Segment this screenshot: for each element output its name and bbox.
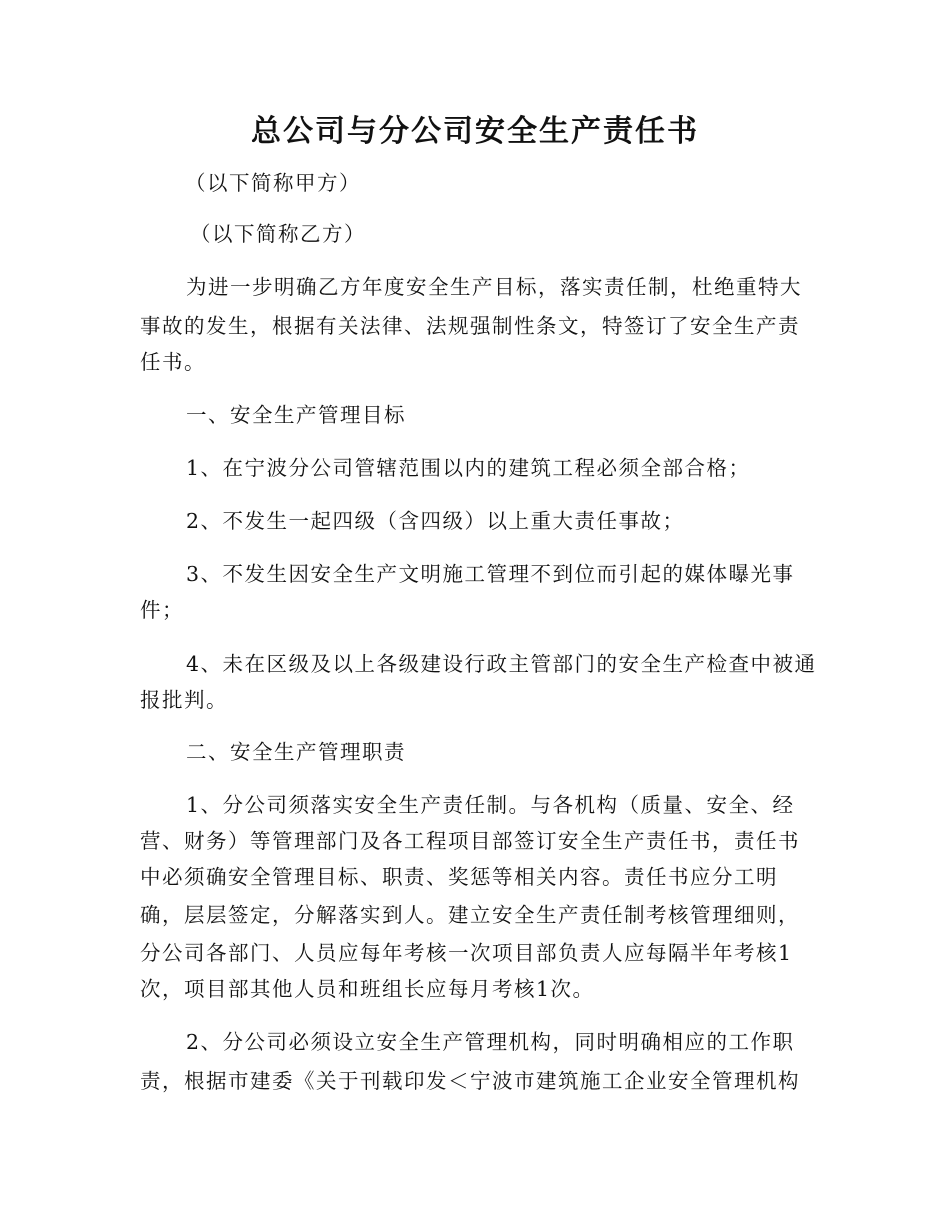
section2-item1-line-3: 中必须确安全管理目标、职责、奖惩等相关内容。责任书应分工明 xyxy=(140,865,778,889)
intro-line-2: 事故的发生，根据有关法律、法规强制性条文，特签订了安全生产责 xyxy=(140,314,800,338)
section2-item1-line-5: 分公司各部门、人员应每年考核一次项目部负责人应每隔半年考核1 xyxy=(140,941,793,965)
intro-line-1: 为进一步明确乙方年度安全生产目标，落实责任制，杜绝重特大 xyxy=(186,275,802,299)
section1-item3-line-2: 件； xyxy=(140,598,184,622)
section2-item1-line-1: 1、分公司须落实安全生产责任制。与各机构（质量、安全、经 xyxy=(186,793,795,817)
document-title: 总公司与分公司安全生产责任书 xyxy=(251,114,699,149)
section2-item2-line-1: 2、分公司必须设立安全生产管理机构，同时明确相应的工作职 xyxy=(186,1030,795,1054)
section2-item1-line-6: 次，项目部其他人员和班组长应每月考核1次。 xyxy=(140,977,595,1001)
section2-item2-line-2: 责，根据市建委《关于刊载印发＜宁波市建筑施工企业安全管理机构 xyxy=(140,1069,800,1093)
section1-item2-line-1: 2、不发生一起四级（含四级）以上重大责任事故； xyxy=(186,509,685,533)
section1-item3-line-1: 3、不发生因安全生产文明施工管理不到位而引起的媒体曝光事 xyxy=(186,562,795,586)
section1-item4-line-2: 报批判。 xyxy=(140,688,228,712)
intro-line-3: 任书。 xyxy=(140,350,206,374)
section1-item1-line-1: 1、在宁波分公司管辖范围以内的建筑工程必须全部合格； xyxy=(186,456,751,480)
section2-item1-line-2: 营、财务）等管理部门及各工程项目部签订安全生产责任书，责任书 xyxy=(140,829,800,853)
section1-heading: 一、安全生产管理目标 xyxy=(186,403,406,427)
section1-item4-line-1: 4、未在区级及以上各级建设行政主管部门的安全生产检查中被通 xyxy=(186,652,817,676)
party-b-line: （以下简称乙方） xyxy=(190,222,366,246)
party-a-line: （以下简称甲方） xyxy=(185,171,361,195)
section2-item1-line-4: 确，层层签定，分解落实到人。建立安全生产责任制考核管理细则， xyxy=(140,903,800,927)
section2-heading: 二、安全生产管理职责 xyxy=(186,740,406,764)
